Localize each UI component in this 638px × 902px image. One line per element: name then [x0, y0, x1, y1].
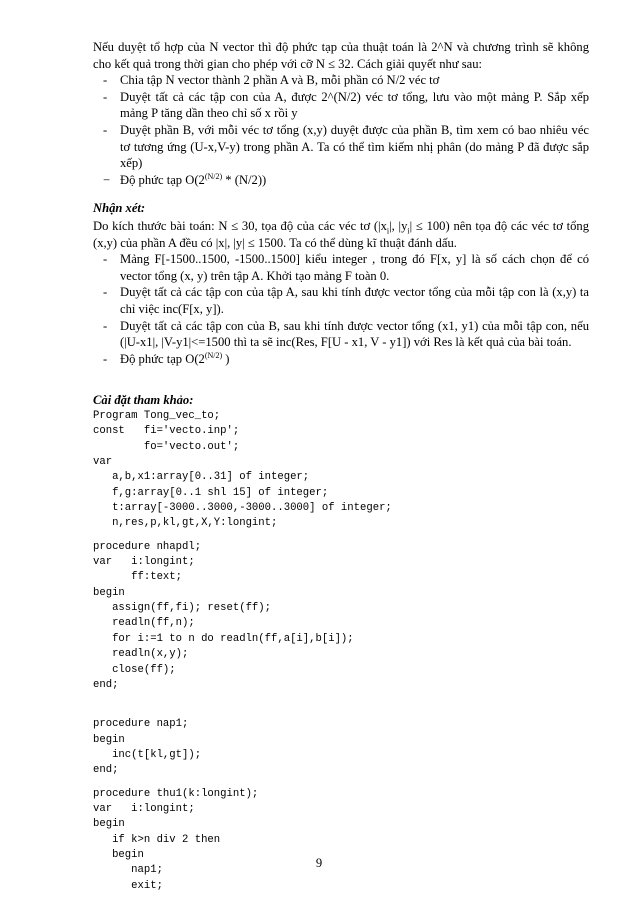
remark-item-2: - Duyệt tất cả các tập con của tập A, sau khi tính được vector tổng của mỗi tập con là (x,y) ta chỉ việc inc(F[x, y]).: [103, 285, 589, 316]
code-line: if k>n div 2 then: [93, 833, 221, 846]
intro-item-4: − Độ phức tạp $O(2^{(N/2)} * (N/2))$: [103, 171, 267, 187]
code-line: f,g:array[0..1 shl 15] of integer;: [93, 486, 329, 499]
intro-item-1: - Chia tập N vector thành 2 phần A và B, mỗi phần có N/2 véc tơ: [103, 73, 440, 88]
code-line: n,res,p,kl,gt,X,Y:longint;: [93, 517, 278, 530]
reference-heading: Cài đặt tham khảo:: [93, 393, 194, 407]
code-line: close(ff);: [93, 663, 176, 676]
code-line: nap1;: [93, 864, 163, 877]
remark-item-3: - Duyệt tất cả các tập con của B, sau khi tính được vector tổng (x1, y1) của mỗi tập con, nếu (|U-x1|, |V-y1|<=1500 thì ta sẽ inc(Res, F[U - x1, V - y1]) với Res là kết quả của bài toán.: [103, 318, 589, 350]
code-line: var i:longint;: [93, 556, 195, 569]
code-line: inc(t[kl,gt]);: [93, 748, 202, 761]
code-line: for i:=1 to n do readln(ff,a[i],b[i]);: [93, 632, 354, 645]
code-blank-line: [93, 532, 593, 540]
code-blank-line: [93, 701, 593, 717]
code-line: begin: [93, 848, 144, 861]
code-line: end;: [93, 678, 119, 691]
remark-paragraph: Do kích thước bài toán: N ≤ 30, tọa độ của các véc tơ ($|x_i|$, $|y_i| \le 100$) nên tọa độ các véc tơ tổng (x,y) của phần A đều có |x|, |y| ≤ 1500. Ta có thể dùng kĩ thuật đánh dấu.: [93, 219, 590, 250]
remark-item-4: - Độ phức tạp $O(2^{(N/2)}$ ): [103, 350, 230, 366]
remark-heading: Nhận xét:: [93, 201, 146, 215]
code-line: Program Tong_vec_to;: [93, 410, 221, 422]
page-number: 9: [315, 856, 323, 870]
code-block: [93, 409, 593, 894]
code-line: ff:text;: [93, 571, 183, 584]
code-blank-line: [93, 693, 593, 701]
code-line: procedure thu1(k:longint);: [93, 787, 259, 800]
code-line: procedure nap1;: [93, 718, 189, 731]
code-line: procedure nhapdl;: [93, 540, 202, 553]
code-line: readln(x,y);: [93, 648, 189, 661]
intro-section: [93, 39, 589, 188]
code-line: end;: [93, 764, 119, 777]
code-line: const fi='vecto.inp';: [93, 425, 240, 438]
intro-paragraph: Nếu duyệt tổ hợp của N vector thì độ phức tạp của thuật toán là 2^N và chương trình sẽ không cho kết quả trong thời gian cho phép với cỡ N ≤ 32. Cách giải quyết như sau:: [93, 40, 589, 71]
code-line: t:array[-3000..3000,-3000..3000] of integer;: [93, 502, 392, 515]
code-line: begin: [93, 733, 125, 746]
code-line: assign(ff,fi); reset(ff);: [93, 602, 272, 615]
intro-item-3: - Duyệt phần B, với mỗi véc tơ tổng (x,y) duyệt được của phần B, tìm xem có bao nhiêu véc tơ tương ứng (U-x,V-y) trong phần A. Ta có thể tìm kiếm nhị phân (do mảng P đã được sắp xếp): [103, 122, 589, 171]
code-line: readln(ff,n);: [93, 617, 195, 630]
remark-section: [93, 218, 589, 367]
code-blank-line: [93, 779, 593, 787]
code-line: fo='vecto.out';: [93, 440, 240, 453]
code-line: var: [93, 456, 113, 469]
remark-item-1: - Mảng F[-1500..1500, -1500..1500] kiểu integer , trong đó F[x, y] là số cách chọn để có vector tổng (x, y) trên tập A. Khởi tạo mảng F toàn 0.: [103, 252, 589, 283]
code-line: begin: [93, 586, 125, 599]
code-line: var i:longint;: [93, 802, 195, 815]
code-line: begin: [93, 818, 125, 831]
code-line: a,b,x1:array[0..31] of integer;: [93, 471, 310, 484]
intro-item-2: - Duyệt tất cả các tập con của A, được 2^(N/2) véc tơ tổng, lưu vào một mảng P. Sắp xếp mảng P tăng dần theo chỉ số x rồi y: [103, 89, 589, 121]
code-line: exit;: [93, 879, 163, 892]
